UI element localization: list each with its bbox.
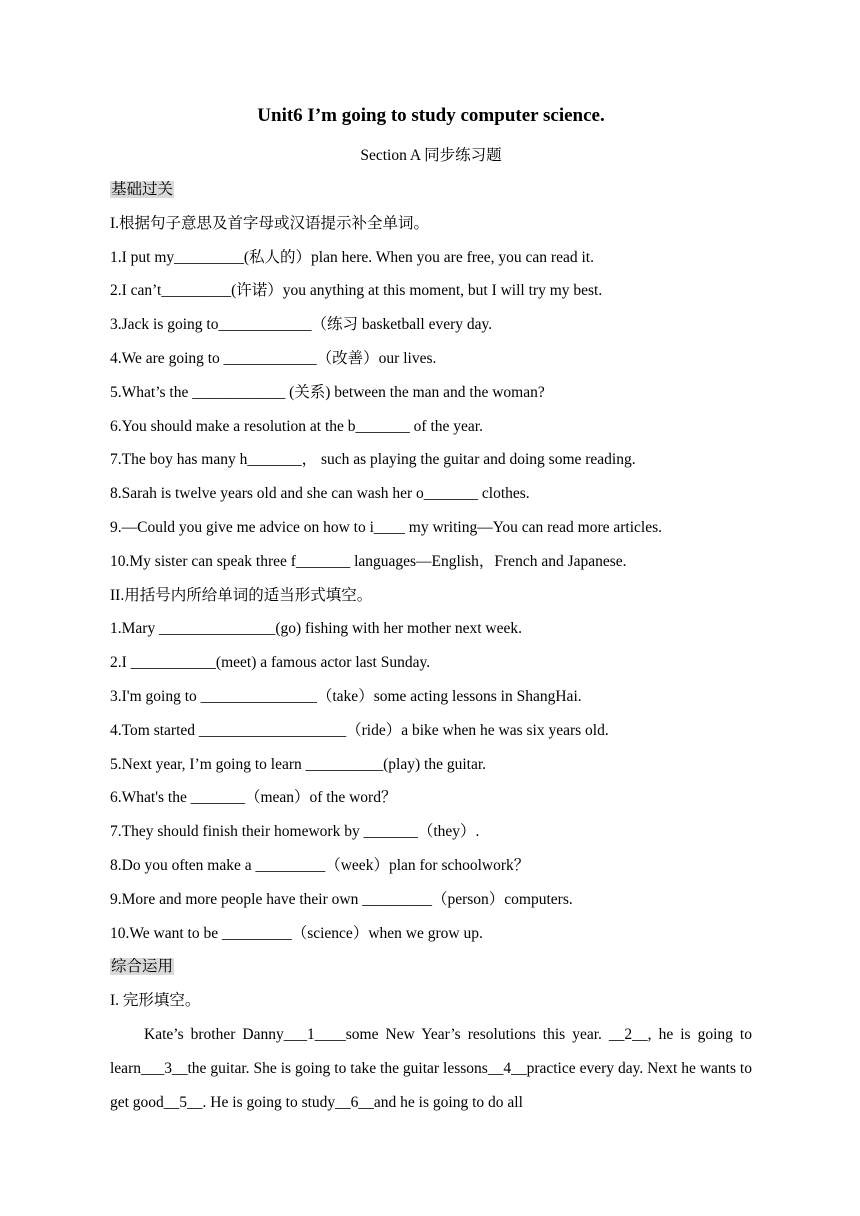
part1-item: 2.I can’t_________(许诺）you anything at this moment, but I will try my best.	[110, 282, 603, 300]
section-label-comprehensive: 综合运用	[111, 958, 174, 976]
cloze-passage: Kate’s brother Danny___1____some New Year’s resolutions this year. __2__, he is going to learn___3__the guitar. She is going to take the guitar lessons__4__practice every day. Next he wants to get good__5__. He is going to study__6__and he is going to do all	[110, 1025, 752, 1111]
part2-item: 8.Do you often make a _________（week）plan for schoolwork？	[110, 856, 530, 874]
part1-item: 10.My sister can speak three f_______ languages—English，French and Japanese.	[110, 552, 627, 570]
part2-item: 10.We want to be _________（science）when we grow up.	[110, 924, 483, 942]
part1-heading: I.根据句子意思及首字母或汉语提示补全单词。	[110, 214, 430, 232]
page-subtitle: Section A 同步练习题	[360, 147, 502, 164]
part2-item: 4.Tom started ___________________（ride）a bike when he was six years old.	[110, 721, 609, 739]
part2-item: 6.What's the _______（mean）of the word？	[110, 789, 397, 807]
page-title: Unit6 I’m going to study computer science.	[257, 105, 605, 126]
part1-item: 1.I put my_________(私人的）plan here. When you are free, you can read it.	[110, 248, 594, 266]
section-label-basics: 基础过关	[111, 181, 174, 198]
part1-item: 7.The boy has many h_______， such as playing the guitar and doing some reading.	[110, 451, 636, 469]
part2-item: 7.They should finish their homework by _______（they）.	[110, 823, 480, 841]
part2-item: 3.I'm going to _______________（take）some acting lessons in ShangHai.	[110, 687, 582, 705]
part2-item: 2.I ___________(meet) a famous actor last Sunday.	[110, 654, 431, 672]
part2-item: 5.Next year, I’m going to learn __________(play) the guitar.	[110, 755, 487, 773]
part1-item: 9.—Could you give me advice on how to i____ my writing—You can read more articles.	[110, 518, 663, 536]
part1-item: 3.Jack is going to____________（练习 basketball every day.	[110, 316, 493, 334]
part1-item: 6.You should make a resolution at the b_______ of the year.	[110, 417, 483, 435]
part2-item: 1.Mary _______________(go) fishing with her mother next week.	[110, 620, 522, 638]
part2-heading: II.用括号内所给单词的适当形式填空。	[110, 586, 373, 604]
part1-item: 8.Sarah is twelve years old and she can wash her o_______ clothes.	[110, 485, 530, 503]
part1-item: 5.What’s the ____________ (关系) between the man and the woman?	[110, 383, 545, 401]
part3-heading: I. 完形填空。	[110, 992, 201, 1010]
part1-item: 4.We are going to ____________（改善）our lives.	[110, 349, 437, 367]
worksheet-page	[110, 100, 752, 1120]
part2-item: 9.More and more people have their own _________（person）computers.	[110, 890, 573, 908]
